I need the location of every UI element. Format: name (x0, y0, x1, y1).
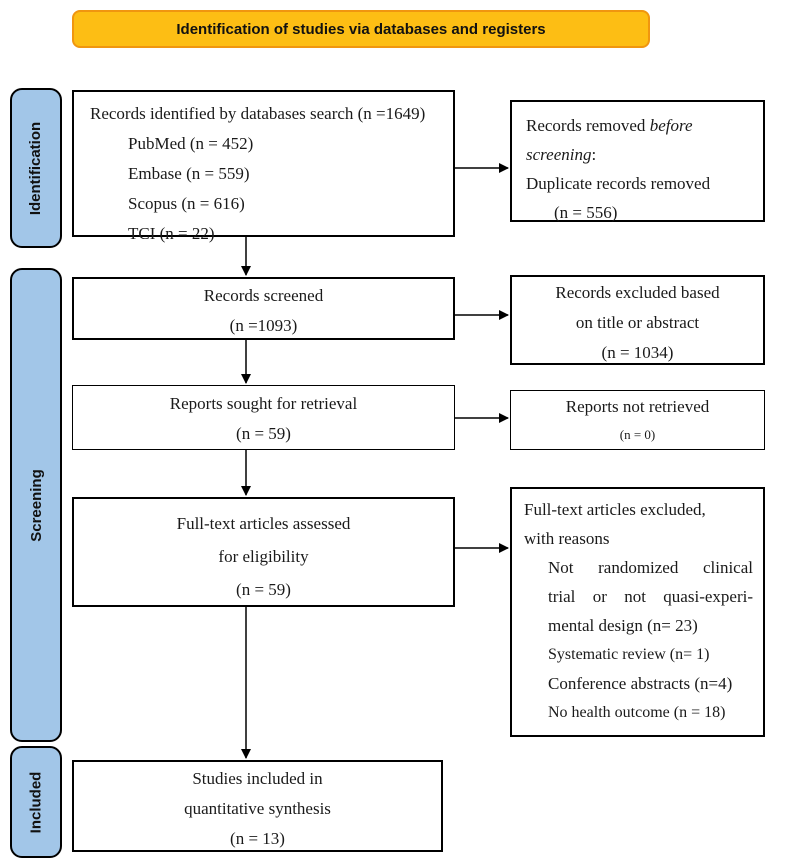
records-identified-tci: TCI (n = 22) (128, 224, 215, 243)
box-records-identified (72, 90, 455, 243)
excluded-reason-line: Systematic review (n= 1) (548, 646, 710, 663)
records-removed-line2: screening: (526, 145, 597, 164)
box-fulltext-excluded (510, 487, 765, 737)
fulltext-excluded-header2: with reasons (524, 529, 610, 548)
records-excluded-line2: on title or abstract (575, 313, 700, 332)
reports-not-retrieved-line: Reports not retrieved (565, 397, 710, 416)
studies-included-line1: Studies included in (192, 769, 323, 788)
stage-included-label: Included (27, 771, 45, 833)
records-identified-embase: Embase (n = 559) (128, 164, 250, 183)
studies-included-line2: quantitative synthesis (184, 799, 331, 818)
excluded-reason-line: Not randomized clinical (548, 558, 753, 577)
box-fulltext-assessed (72, 497, 455, 607)
reports-sought-count: (n = 59) (236, 424, 291, 443)
records-screened-count: (n =1093) (229, 316, 298, 335)
excluded-reason-line: trial or not quasi-experi- (548, 587, 753, 606)
stage-included (10, 746, 62, 858)
records-removed-count: (n = 556) (554, 203, 618, 222)
box-records-screened (72, 277, 455, 340)
box-reports-not-retrieved (510, 390, 765, 450)
excluded-reason-line: Conference abstracts (n=4) (548, 674, 733, 693)
banner-label: Identification of studies via databases and registers (176, 20, 546, 38)
box-studies-included (72, 760, 443, 852)
records-excluded-line1: Records excluded based (555, 283, 720, 302)
studies-included-count: (n = 13) (230, 829, 285, 848)
stage-identification (10, 88, 62, 248)
excluded-reason-line: mental design (n= 23) (548, 616, 698, 635)
records-identified-title: Records identified by databases search (n =1649) (90, 104, 426, 123)
stage-screening (10, 268, 62, 742)
records-excluded-count: (n = 1034) (601, 343, 674, 362)
reports-sought-line: Reports sought for retrieval (169, 394, 358, 413)
box-records-excluded (510, 275, 765, 365)
fulltext-excluded-header1: Full-text articles excluded, (524, 500, 706, 519)
records-removed-line1: Records removed before (526, 116, 693, 135)
excluded-reason-line: No health outcome (n = 18) (548, 704, 726, 721)
stage-screening-label: Screening (27, 468, 45, 542)
banner-identification-via-databases (72, 10, 650, 48)
fulltext-assessed-count: (n = 59) (236, 580, 291, 599)
records-screened-line: Records screened (203, 286, 324, 305)
records-removed-line3: Duplicate records removed (526, 174, 711, 193)
records-identified-pubmed: PubMed (n = 452) (128, 134, 254, 153)
box-records-removed (510, 100, 765, 222)
stage-identification-label: Identification (27, 121, 45, 215)
fulltext-assessed-line2: for eligibility (218, 547, 309, 566)
records-identified-scopus: Scopus (n = 616) (128, 194, 245, 213)
fulltext-assessed-line1: Full-text articles assessed (176, 514, 351, 533)
box-reports-sought (72, 385, 455, 450)
reports-not-retrieved-count: (n = 0) (619, 427, 656, 442)
